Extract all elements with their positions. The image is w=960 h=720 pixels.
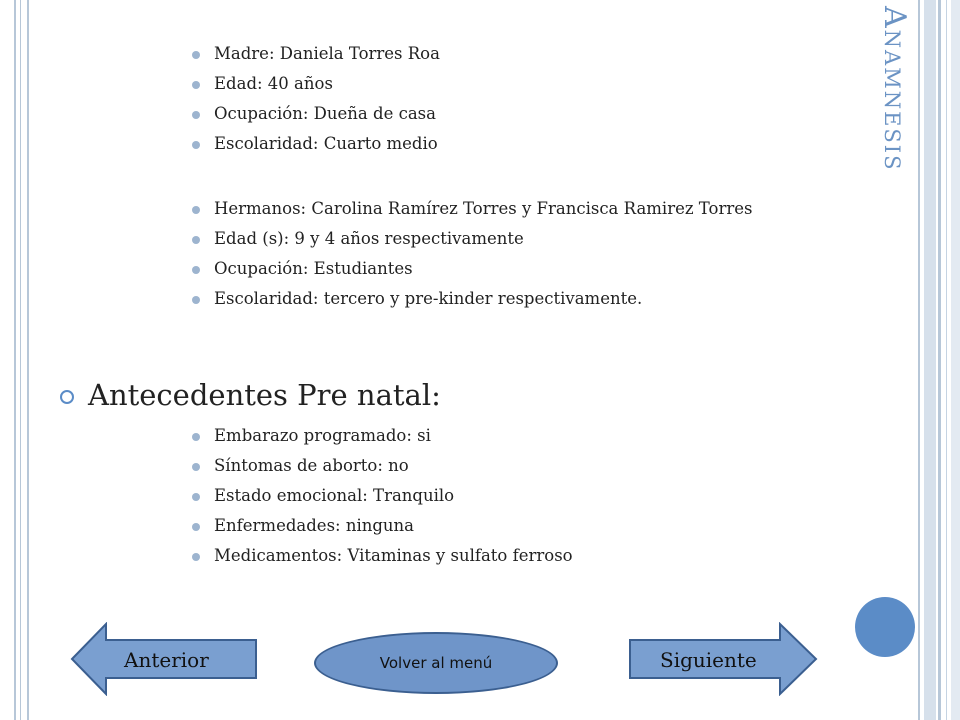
mother-info-list bbox=[190, 43, 810, 163]
list-item: Medicamentos: Vitaminas y sulfato ferroso bbox=[190, 545, 810, 567]
list-item: Madre: Daniela Torres Roa bbox=[190, 43, 810, 65]
prenatal-info-list bbox=[190, 425, 810, 575]
left-rule-3 bbox=[27, 0, 29, 720]
next-button-label: Siguiente bbox=[660, 648, 757, 672]
right-band-fill bbox=[924, 0, 936, 720]
list-item: Escolaridad: tercero y pre-kinder respectivamente. bbox=[190, 288, 810, 310]
list-item: Estado emocional: Tranquilo bbox=[190, 485, 810, 507]
decorative-circle bbox=[855, 597, 915, 657]
right-band-edge bbox=[951, 0, 960, 720]
list-item: Edad (s): 9 y 4 años respectivamente bbox=[190, 228, 810, 250]
right-band-line-3 bbox=[946, 0, 947, 720]
previous-button[interactable] bbox=[70, 622, 258, 696]
list-item: Hermanos: Carolina Ramírez Torres y Francisca Ramirez Torres bbox=[190, 198, 810, 220]
back-to-menu-button[interactable]: Volver al menú bbox=[314, 632, 558, 694]
left-rule-2 bbox=[20, 0, 21, 720]
left-rule-1 bbox=[14, 0, 16, 720]
list-item: Escolaridad: Cuarto medio bbox=[190, 133, 810, 155]
list-item: Ocupación: Estudiantes bbox=[190, 258, 810, 280]
previous-button-label: Anterior bbox=[124, 648, 209, 672]
right-band-line-2 bbox=[938, 0, 941, 720]
list-item: Enfermedades: ninguna bbox=[190, 515, 810, 537]
list-item: Síntomas de aborto: no bbox=[190, 455, 810, 477]
section-heading-text: Antecedentes Pre natal: bbox=[88, 378, 441, 412]
list-item: Edad: 40 años bbox=[190, 73, 810, 95]
bullet-ring-icon bbox=[60, 390, 74, 404]
section-heading bbox=[60, 378, 441, 412]
next-button[interactable] bbox=[628, 622, 818, 696]
slide-title: Anamnesis bbox=[877, 6, 912, 172]
list-item: Embarazo programado: si bbox=[190, 425, 810, 447]
list-item: Ocupación: Dueña de casa bbox=[190, 103, 810, 125]
siblings-info-list bbox=[190, 198, 810, 318]
